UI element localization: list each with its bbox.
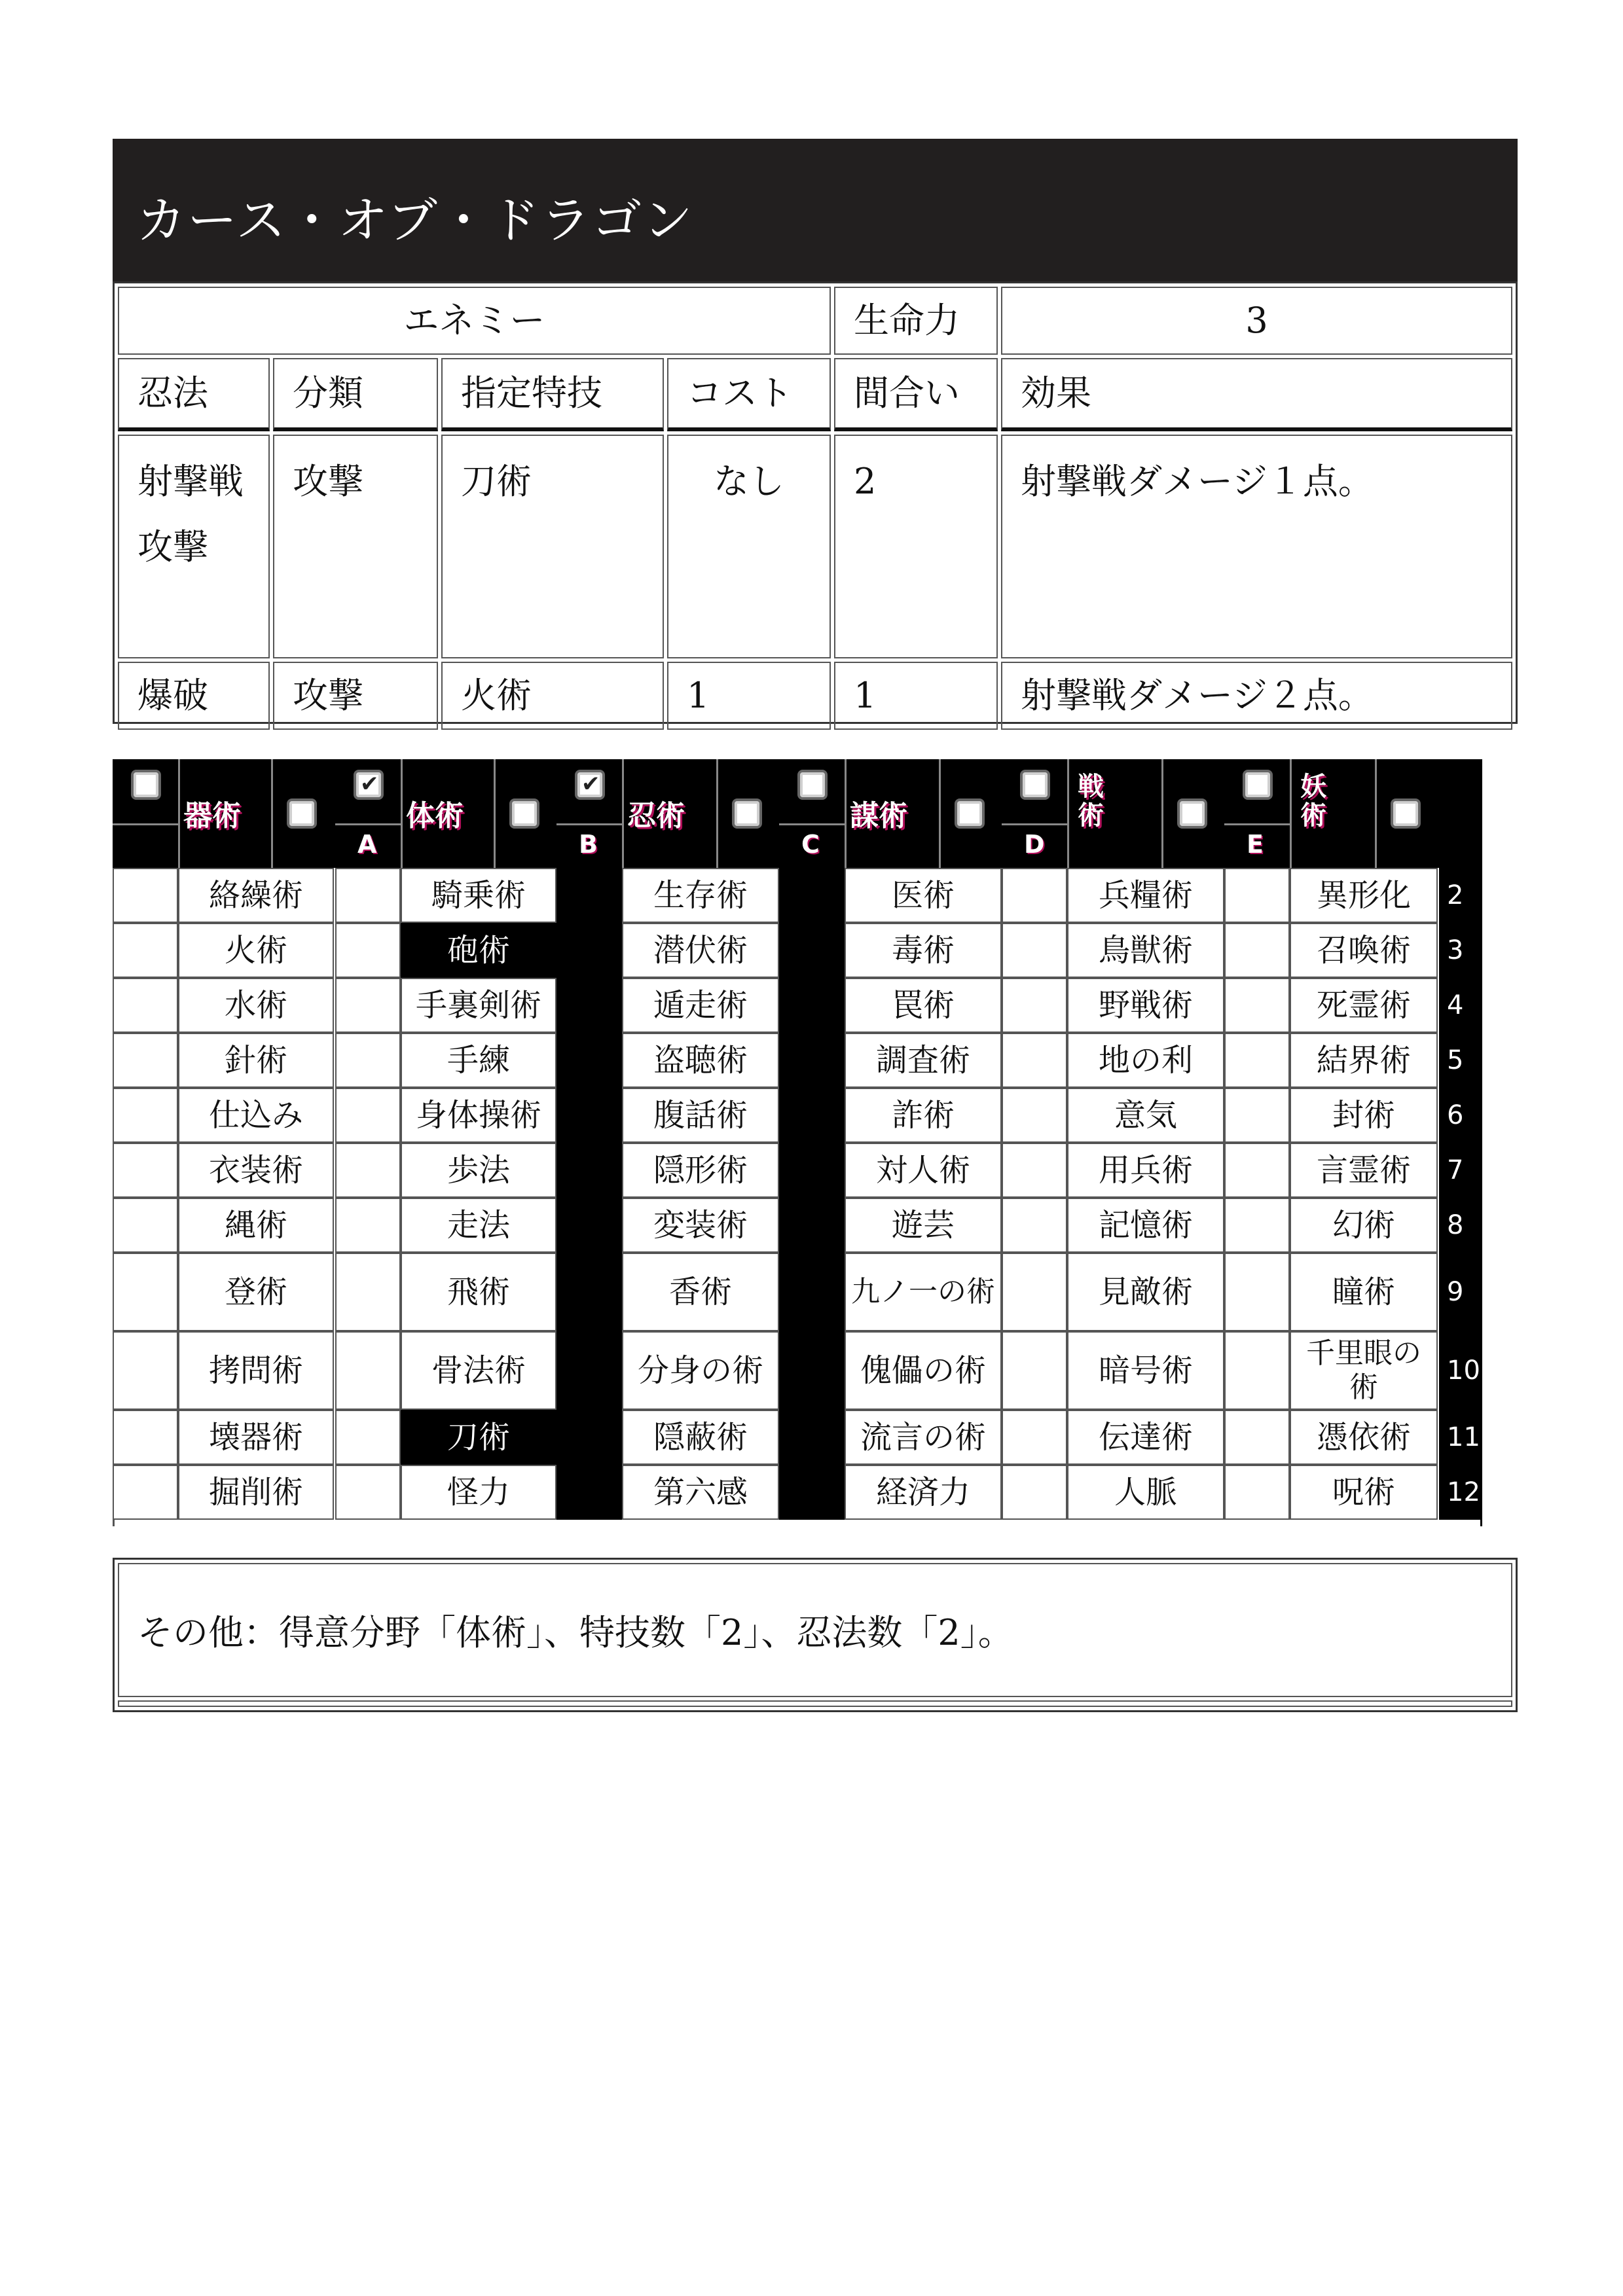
gap-cell[interactable] — [556, 1331, 622, 1410]
gap-cell[interactable] — [1224, 868, 1290, 923]
header-divider — [113, 823, 178, 825]
notes-line-empty — [118, 1700, 1512, 1707]
skill-cell[interactable]: 腹話術 — [622, 1088, 779, 1143]
gap-letter[interactable]: A — [357, 830, 377, 859]
skill-cell[interactable]: 水術 — [178, 978, 334, 1033]
gap-letter[interactable]: D — [1024, 830, 1045, 859]
header-divider — [622, 759, 624, 868]
skill-cell[interactable]: 呪術 — [1290, 1465, 1438, 1520]
row-number: 10 — [1439, 1331, 1482, 1410]
skill-cell[interactable]: 骨法術 — [401, 1331, 556, 1410]
skill-cell[interactable]: 拷問術 — [178, 1331, 334, 1410]
header-divider — [1224, 823, 1290, 825]
header-skill: 指定特技 — [441, 358, 664, 431]
gap-cell[interactable] — [779, 1198, 845, 1253]
notes-box — [113, 1558, 1518, 1712]
skill-cell[interactable]: 人脈 — [1067, 1465, 1224, 1520]
gap-cell[interactable] — [779, 1088, 845, 1143]
header-divider — [271, 759, 273, 868]
gap-cell[interactable] — [335, 1331, 401, 1410]
header-divider — [845, 759, 847, 868]
ninpo-table — [113, 281, 1518, 724]
category-label: 体術 — [406, 799, 464, 833]
row-number: 9 — [1439, 1253, 1482, 1331]
skill-cell[interactable]: 九ノ一の術 — [845, 1253, 1002, 1331]
skill-cell[interactable]: 結界術 — [1290, 1033, 1438, 1088]
gap-cell[interactable] — [1224, 1143, 1290, 1198]
skill-cell[interactable]: 刀術 — [401, 1410, 556, 1465]
skill-cell[interactable]: 瞳術 — [1290, 1253, 1438, 1331]
skill-cell[interactable]: 変装術 — [622, 1198, 779, 1253]
skill-cell[interactable]: 対人術 — [845, 1143, 1002, 1198]
ninpo-range: 2 — [834, 435, 998, 658]
skill-cell[interactable]: 火術 — [178, 923, 334, 978]
skill-cell[interactable]: 見敵術 — [1067, 1253, 1224, 1331]
skill-cell[interactable]: 毒術 — [845, 923, 1002, 978]
row-number: 3 — [1439, 923, 1482, 978]
skill-cell[interactable]: 召喚術 — [1290, 923, 1438, 978]
skill-cell[interactable]: 盗聴術 — [622, 1033, 779, 1088]
gap-cell[interactable] — [556, 1410, 622, 1465]
gap-cell[interactable] — [1224, 1253, 1290, 1331]
gap-cell[interactable] — [113, 923, 178, 978]
gap-cell[interactable] — [1224, 1465, 1290, 1520]
gap-cell[interactable] — [1224, 978, 1290, 1033]
category-checkbox[interactable] — [797, 770, 828, 800]
category-sub-checkbox[interactable] — [287, 798, 317, 829]
skill-cell[interactable]: 詐術 — [845, 1088, 1002, 1143]
gap-cell[interactable] — [779, 1465, 845, 1520]
gap-cell[interactable] — [779, 868, 845, 923]
ninpo-cost: 1 — [667, 662, 831, 730]
sheet-bottom-edge — [113, 1520, 1482, 1526]
skill-cell[interactable]: 罠術 — [845, 978, 1002, 1033]
header-divider — [716, 759, 718, 868]
skill-cell[interactable]: 走法 — [401, 1198, 556, 1253]
header-divider — [1290, 759, 1292, 868]
skill-cell[interactable]: 封術 — [1290, 1088, 1438, 1143]
gap-cell[interactable] — [1224, 923, 1290, 978]
category-checkbox[interactable] — [131, 770, 161, 800]
gap-cell[interactable] — [113, 978, 178, 1033]
gap-cell[interactable] — [113, 1253, 178, 1331]
skill-cell[interactable]: 飛術 — [401, 1253, 556, 1331]
gap-cell[interactable] — [1002, 978, 1067, 1033]
ninpo-type: 攻撃 — [273, 662, 438, 730]
skill-cell[interactable]: 縄術 — [178, 1198, 334, 1253]
row-number: 7 — [1439, 1143, 1482, 1198]
category-sub-checkbox[interactable] — [732, 798, 762, 829]
ninpo-name: 射撃戦攻撃 — [118, 435, 270, 658]
gap-cell[interactable] — [1224, 1033, 1290, 1088]
gap-cell[interactable] — [113, 1033, 178, 1088]
header-divider — [1375, 759, 1377, 868]
gap-cell[interactable] — [113, 868, 178, 923]
gap-cell[interactable] — [556, 1143, 622, 1198]
gap-cell[interactable] — [113, 1143, 178, 1198]
skill-cell[interactable]: 言霊術 — [1290, 1143, 1438, 1198]
header-range: 間合い — [834, 358, 998, 431]
ninpo-effect: 射撃戦ダメージ１点。 — [1001, 435, 1512, 658]
skill-cell[interactable]: 香術 — [622, 1253, 779, 1331]
gap-cell[interactable] — [1002, 1033, 1067, 1088]
notes-line: その他：得意分野「体術」、特技数「2」、忍法数「2」。 — [118, 1563, 1512, 1697]
skill-cell[interactable]: 隠形術 — [622, 1143, 779, 1198]
skill-cell[interactable]: 調査術 — [845, 1033, 1002, 1088]
gap-cell[interactable] — [779, 1253, 845, 1331]
ninpo-name: 爆破 — [118, 662, 270, 730]
skill-cell[interactable]: 暗号術 — [1067, 1331, 1224, 1410]
header-divider — [939, 759, 941, 868]
gap-cell[interactable] — [1224, 1088, 1290, 1143]
gap-cell[interactable] — [556, 1088, 622, 1143]
skill-cell[interactable]: 地の利 — [1067, 1033, 1224, 1088]
skill-cell[interactable]: 仕込み — [178, 1088, 334, 1143]
skill-cell[interactable]: 手裏剣術 — [401, 978, 556, 1033]
gap-letter[interactable]: C — [801, 830, 820, 859]
category-label: 謀術 — [850, 799, 907, 833]
header-divider — [1002, 823, 1067, 825]
skill-cell[interactable]: 手練 — [401, 1033, 556, 1088]
skill-cell[interactable]: 分身の術 — [622, 1331, 779, 1410]
skill-sheet-header — [113, 759, 1482, 868]
ninpo-row — [118, 435, 1512, 658]
skill-cell[interactable]: 歩法 — [401, 1143, 556, 1198]
gap-cell[interactable] — [779, 1331, 845, 1410]
ninpo-cost: なし — [667, 435, 831, 658]
gap-cell[interactable] — [556, 868, 622, 923]
gap-cell[interactable] — [779, 923, 845, 978]
gap-cell[interactable] — [1002, 1410, 1067, 1465]
skill-cell[interactable]: 異形化 — [1290, 868, 1438, 923]
category-label: 戦術 — [1078, 772, 1104, 831]
skill-cell[interactable]: 傀儡の術 — [845, 1331, 1002, 1410]
category-label: 忍術 — [627, 799, 685, 833]
header-effect: 効果 — [1001, 358, 1512, 431]
gap-cell[interactable] — [779, 1410, 845, 1465]
ninpo-effect: 射撃戦ダメージ２点。 — [1001, 662, 1512, 730]
row-number: 12 — [1439, 1465, 1482, 1520]
skill-cell[interactable]: 意気 — [1067, 1088, 1224, 1143]
gap-cell[interactable] — [113, 1410, 178, 1465]
row-number: 5 — [1439, 1033, 1482, 1088]
gap-cell[interactable] — [335, 868, 401, 923]
ninpo-row — [118, 662, 1512, 730]
skill-cell[interactable]: 壊器術 — [178, 1410, 334, 1465]
skill-cell[interactable]: 幻術 — [1290, 1198, 1438, 1253]
gap-cell[interactable] — [1002, 1465, 1067, 1520]
skill-cell[interactable]: 第六感 — [622, 1465, 779, 1520]
row-number: 8 — [1439, 1198, 1482, 1253]
gap-cell[interactable] — [556, 1465, 622, 1520]
gap-cell[interactable] — [779, 1143, 845, 1198]
category-sub-checkbox[interactable] — [1177, 798, 1207, 829]
gap-cell[interactable] — [779, 1033, 845, 1088]
category-checkbox[interactable] — [354, 770, 384, 800]
header-type: 分類 — [273, 358, 438, 431]
gap-cell[interactable] — [779, 978, 845, 1033]
skill-cell[interactable]: 伝達術 — [1067, 1410, 1224, 1465]
gap-cell[interactable] — [1224, 1410, 1290, 1465]
header-divider — [335, 823, 401, 825]
header-divider — [401, 759, 403, 868]
skill-cell[interactable]: 用兵術 — [1067, 1143, 1224, 1198]
gap-cell[interactable] — [556, 1198, 622, 1253]
header-ninpo: 忍法 — [118, 358, 270, 431]
skill-cell[interactable]: 遊芸 — [845, 1198, 1002, 1253]
enemy-type: エネミー — [118, 287, 831, 355]
skill-cell[interactable]: 兵糧術 — [1067, 868, 1224, 923]
ninpo-skill: 火術 — [441, 662, 664, 730]
header-divider — [1161, 759, 1163, 868]
category-sub-checkbox[interactable] — [955, 798, 985, 829]
row-number: 6 — [1439, 1088, 1482, 1143]
skill-cell[interactable]: 隠蔽術 — [622, 1410, 779, 1465]
skill-cell[interactable]: 砲術 — [401, 923, 556, 978]
gap-cell[interactable] — [556, 1253, 622, 1331]
category-sub-checkbox[interactable] — [509, 798, 539, 829]
category-checkbox[interactable] — [1243, 770, 1273, 800]
skill-cell[interactable]: 潜伏術 — [622, 923, 779, 978]
gap-cell[interactable] — [556, 923, 622, 978]
header-divider — [178, 759, 180, 868]
vitality-label: 生命力 — [834, 287, 998, 355]
gap-cell[interactable] — [335, 923, 401, 978]
gap-letter[interactable]: E — [1247, 830, 1264, 859]
gap-cell[interactable] — [556, 1033, 622, 1088]
gap-cell[interactable] — [1224, 1198, 1290, 1253]
category-label: 器術 — [183, 799, 241, 833]
gap-letter[interactable]: B — [579, 830, 598, 859]
title-bar — [113, 139, 1518, 281]
header-divider — [1067, 759, 1069, 868]
gap-cell[interactable] — [1224, 1331, 1290, 1410]
gap-cell[interactable] — [335, 1198, 401, 1253]
gap-cell[interactable] — [113, 1088, 178, 1143]
skill-cell[interactable]: 流言の術 — [845, 1410, 1002, 1465]
gap-cell[interactable] — [335, 1033, 401, 1088]
gap-cell[interactable] — [335, 1410, 401, 1465]
skill-cell[interactable]: 記憶術 — [1067, 1198, 1224, 1253]
skill-sheet — [113, 759, 1482, 1529]
gap-cell[interactable] — [335, 1088, 401, 1143]
gap-cell[interactable] — [1002, 923, 1067, 978]
page-title: カース・オブ・ドラゴン — [136, 191, 694, 249]
ninpo-type: 攻撃 — [273, 435, 438, 658]
gap-cell[interactable] — [1002, 868, 1067, 923]
category-sub-checkbox[interactable] — [1391, 798, 1421, 829]
skill-cell[interactable]: 死霊術 — [1290, 978, 1438, 1033]
skill-cell[interactable]: 針術 — [178, 1033, 334, 1088]
category-label: 妖術 — [1300, 772, 1326, 831]
gap-cell[interactable] — [335, 1465, 401, 1520]
header-cost: コスト — [667, 358, 831, 431]
skill-cell[interactable]: 医術 — [845, 868, 1002, 923]
skill-cell[interactable]: 怪力 — [401, 1465, 556, 1520]
gap-cell[interactable] — [1002, 1088, 1067, 1143]
skill-cell[interactable]: 登術 — [178, 1253, 334, 1331]
gap-cell[interactable] — [1002, 1253, 1067, 1331]
category-checkbox[interactable] — [575, 770, 605, 800]
skill-cell[interactable]: 野戦術 — [1067, 978, 1224, 1033]
row-number: 11 — [1439, 1410, 1482, 1465]
header-divider — [779, 823, 845, 825]
gap-cell[interactable] — [335, 1253, 401, 1331]
gap-cell[interactable] — [335, 978, 401, 1033]
gap-cell[interactable] — [113, 1331, 178, 1410]
gap-cell[interactable] — [1002, 1198, 1067, 1253]
header-divider — [494, 759, 496, 868]
gap-cell[interactable] — [113, 1465, 178, 1520]
gap-cell[interactable] — [113, 1198, 178, 1253]
skill-cell[interactable]: 千里眼の術 — [1290, 1331, 1438, 1410]
gap-cell[interactable] — [335, 1143, 401, 1198]
ninpo-skill: 刀術 — [441, 435, 664, 658]
category-checkbox[interactable] — [1020, 770, 1050, 800]
skill-cell[interactable]: 遁走術 — [622, 978, 779, 1033]
row-number: 4 — [1439, 978, 1482, 1033]
gap-cell[interactable] — [556, 978, 622, 1033]
row-number: 2 — [1439, 868, 1482, 923]
skill-cell[interactable]: 経済力 — [845, 1465, 1002, 1520]
gap-cell[interactable] — [1002, 1143, 1067, 1198]
skill-cell[interactable]: 衣装術 — [178, 1143, 334, 1198]
skill-cell[interactable]: 憑依術 — [1290, 1410, 1438, 1465]
skill-cell[interactable]: 騎乗術 — [401, 868, 556, 923]
gap-cell[interactable] — [1002, 1331, 1067, 1410]
header-divider — [556, 823, 622, 825]
vitality-value: 3 — [1001, 287, 1512, 355]
skill-cell[interactable]: 掘削術 — [178, 1465, 334, 1520]
skill-cell[interactable]: 鳥獣術 — [1067, 923, 1224, 978]
skill-cell[interactable]: 絡繰術 — [178, 868, 334, 923]
ninpo-range: 1 — [834, 662, 998, 730]
skill-cell[interactable]: 生存術 — [622, 868, 779, 923]
skill-cell[interactable]: 身体操術 — [401, 1088, 556, 1143]
